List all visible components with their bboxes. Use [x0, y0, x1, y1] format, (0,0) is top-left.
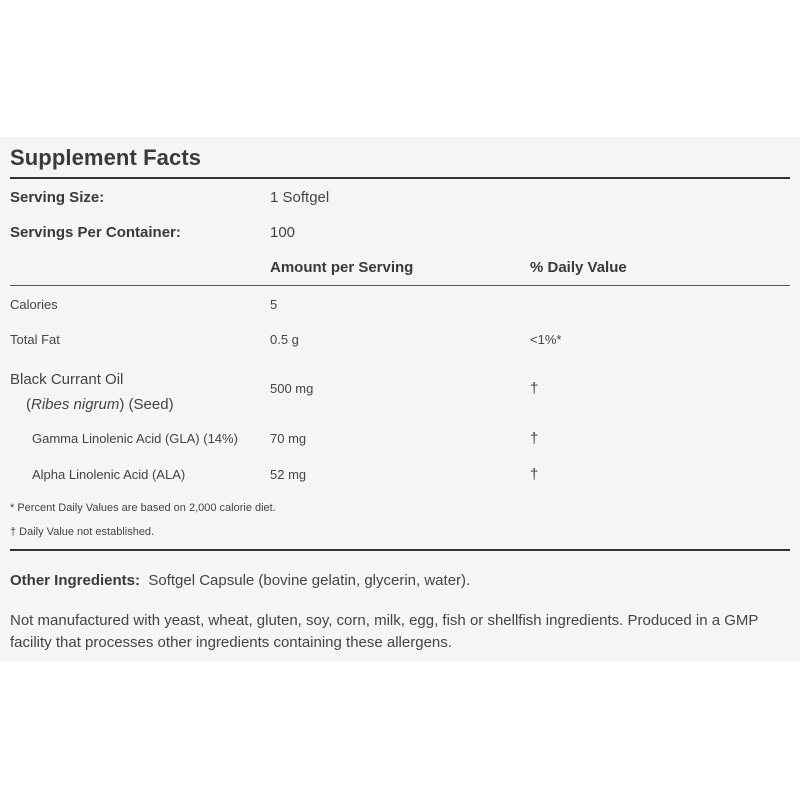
row-calories-amount: 5 [270, 297, 278, 312]
row-total-fat-dv: <1%* [530, 332, 562, 347]
footnote-dagger: † Daily Value not established. [10, 526, 155, 538]
servings-per-container-label: Servings Per Container: [10, 224, 181, 241]
serving-size-label: Serving Size: [10, 189, 105, 206]
row-gla-amount: 70 mg [270, 431, 307, 446]
servings-per-container-value: 100 [270, 224, 296, 241]
other-ingredients-value: Softgel Capsule (bovine gelatin, glycerin, water). [148, 572, 471, 589]
row-black-currant-oil-label: Black Currant Oil [10, 371, 124, 388]
allergen-statement: Not manufactured with yeast, wheat, gluten, soy, corn, milk, egg, fish or shellfish ingredients. Produced in a GMP facility that processes other ingredients containing these allergens. [10, 612, 759, 651]
row-black-currant-oil-amount: 500 mg [270, 381, 314, 396]
header-divider [10, 285, 790, 286]
row-ala-label: Alpha Linolenic Acid (ALA) [32, 467, 186, 482]
row-ala-amount: 52 mg [270, 467, 307, 482]
title-divider [10, 177, 790, 179]
other-ingredients [10, 570, 790, 592]
footnote-divider [10, 549, 790, 551]
row-black-currant-oil-sublabel: (Ribes nigrum) (Seed) [26, 396, 174, 413]
row-total-fat-amount: 0.5 g [270, 332, 299, 347]
panel-title: Supplement Facts [10, 145, 202, 170]
daily-value-header: % Daily Value [530, 259, 627, 276]
serving-size-value: 1 Softgel [270, 189, 330, 206]
other-ingredients-label: Other Ingredients: [10, 572, 141, 589]
row-calories-label: Calories [10, 297, 58, 312]
footnote-daily-values: * Percent Daily Values are based on 2,000 calorie diet. [10, 502, 276, 514]
row-gla-label: Gamma Linolenic Acid (GLA) (14%) [32, 431, 238, 446]
row-total-fat-label: Total Fat [10, 332, 60, 347]
amount-per-serving-header: Amount per Serving [270, 259, 414, 276]
row-gla-dv: † [530, 430, 539, 447]
row-black-currant-oil-dv: † [530, 380, 539, 397]
row-ala-dv: † [530, 466, 539, 483]
